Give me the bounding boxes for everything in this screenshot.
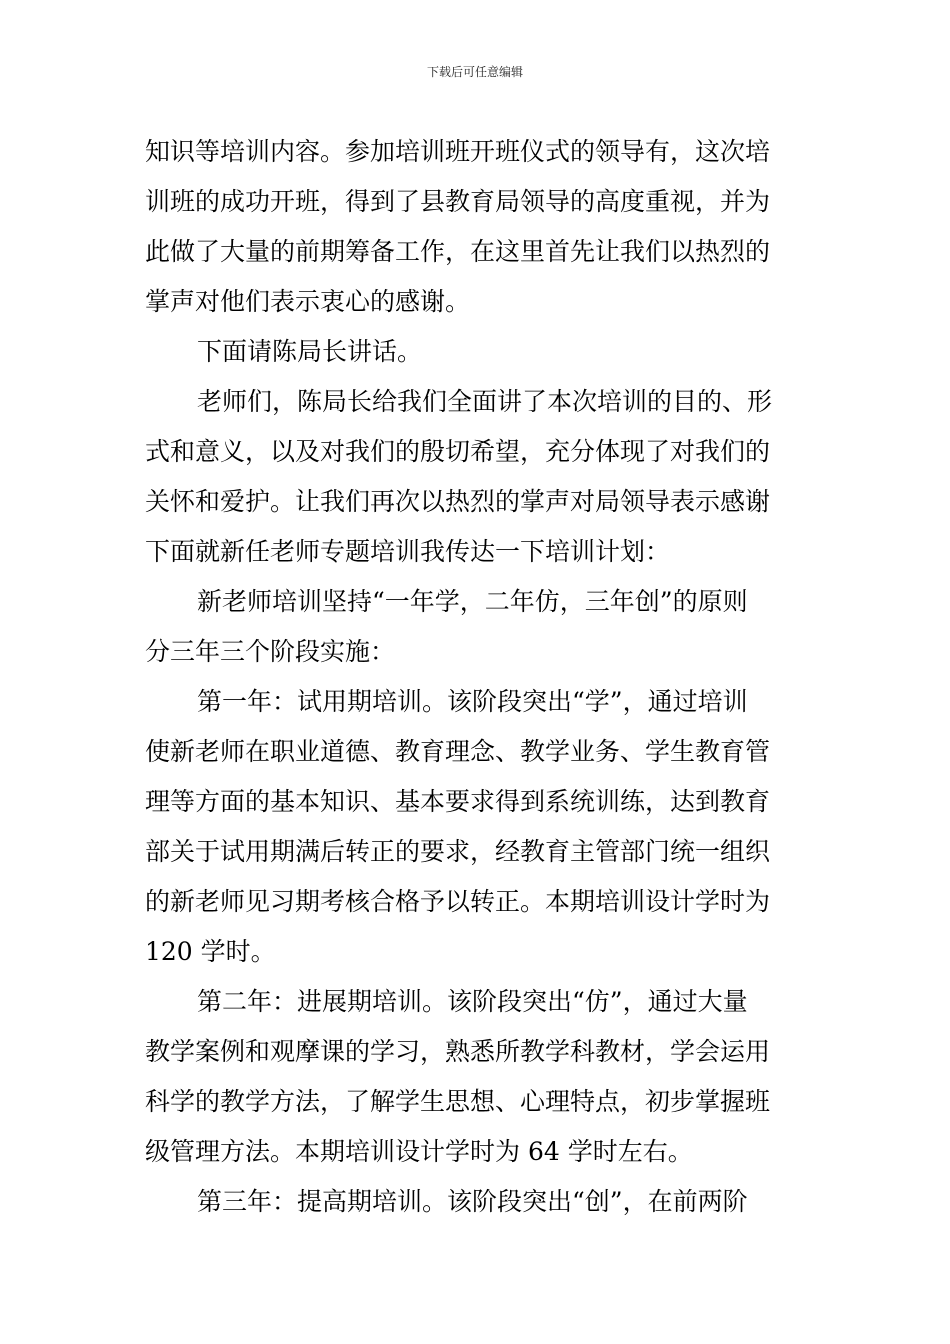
text-line: 部关于试用期满后转正的要求，经教育主管部门统一组织: [145, 837, 771, 866]
text-line: 下面请陈局长讲话。: [197, 337, 423, 366]
text-line: 第二年：进展期培训。该阶段突出“仿”，通过大量: [197, 987, 748, 1016]
text-line: 式和意义，以及对我们的殷切希望，充分体现了对我们的: [145, 437, 771, 466]
text-line: 老师们，陈局长给我们全面讲了本次培训的目的、形: [197, 387, 773, 416]
text-line: 理等方面的基本知识、基本要求得到系统训练，达到教育: [145, 787, 771, 816]
text-line: 知识等培训内容。参加培训班开班仪式的领导有，这次培: [145, 137, 771, 166]
text-line: 训班的成功开班，得到了县教育局领导的高度重视，并为: [145, 187, 771, 216]
text-line: 使新老师在职业道德、教育理念、教学业务、学生教育管: [145, 737, 771, 766]
text-line: 关怀和爱护。让我们再次以热烈的掌声对局领导表示感谢: [145, 487, 771, 516]
text-line: 分三年三个阶段实施：: [145, 637, 396, 666]
text-line: 科学的教学方法，了解学生思想、心理特点，初步掌握班: [145, 1087, 771, 1116]
page-header: 下载后可任意编辑: [426, 65, 523, 79]
text-line: 此做了大量的前期筹备工作，在这里首先让我们以热烈的: [145, 237, 771, 266]
text-line: 第一年：试用期培训。该阶段突出“学”，通过培训: [197, 687, 748, 716]
text-line: 新老师培训坚持“一年学，二年仿，三年创”的原则: [197, 587, 748, 616]
text-line: 级管理方法。本期培训设计学时为 64 学时左右。: [145, 1137, 693, 1166]
text-line: 的新老师见习期考核合格予以转正。本期培训设计学时为: [145, 887, 771, 916]
document-body: [145, 127, 805, 1227]
text-line: 120 学时。: [145, 937, 276, 966]
text-line: 教学案例和观摩课的学习，熟悉所教学科教材，学会运用: [145, 1037, 771, 1066]
text-line: 第三年：提高期培训。该阶段突出“创”，在前两阶: [197, 1187, 748, 1216]
text-line: 下面就新任老师专题培训我传达一下培训计划：: [145, 537, 671, 566]
text-line: 掌声对他们表示衷心的感谢。: [145, 287, 471, 316]
